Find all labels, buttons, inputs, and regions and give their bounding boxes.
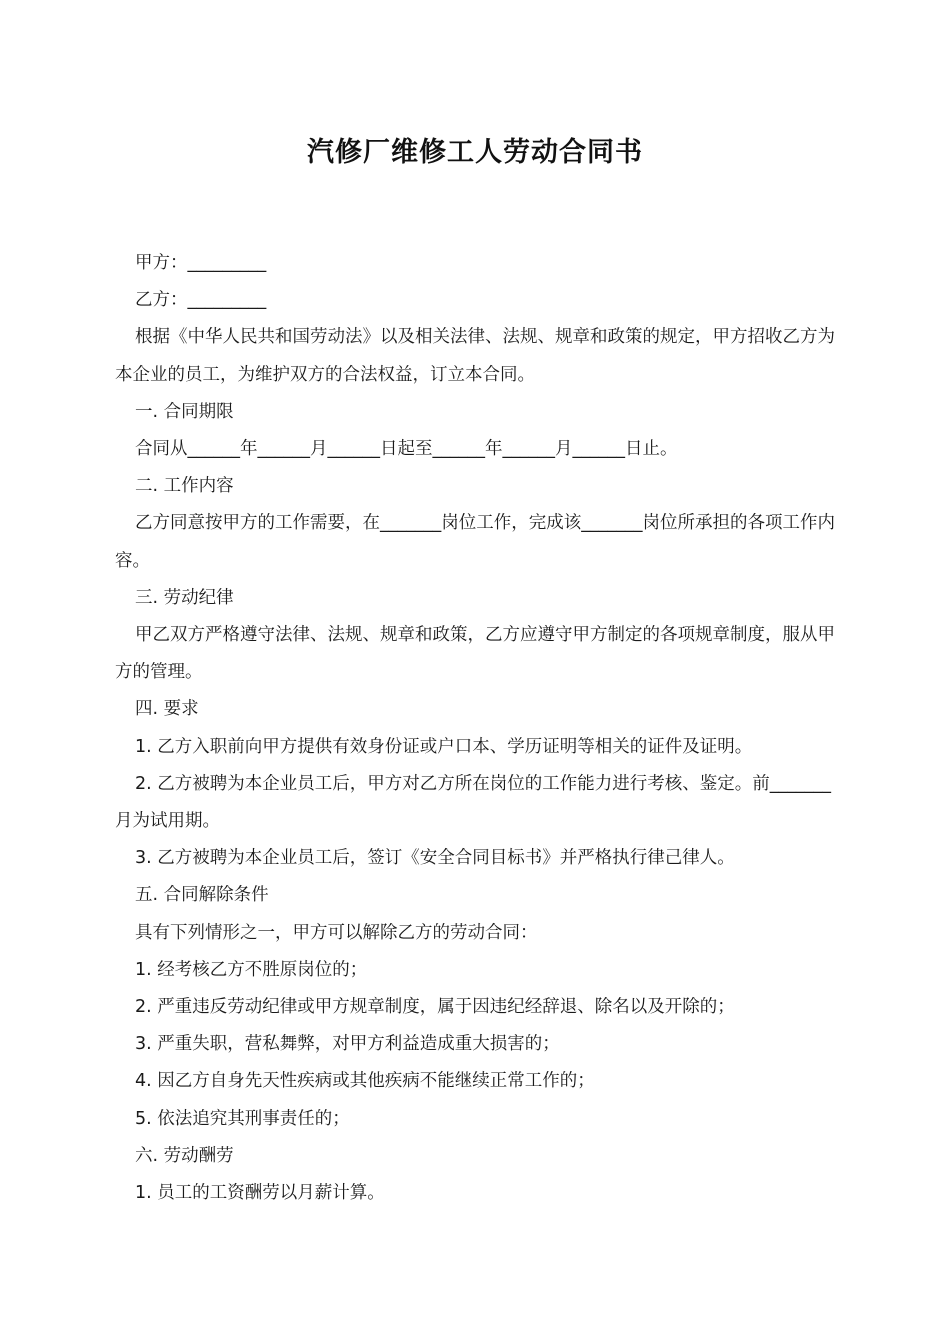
requirement-item: 3. 乙方被聘为本企业员工后，签订《安全合同目标书》并严格执行律己律人。 — [135, 848, 735, 869]
section-heading-work: 二. 工作内容 — [135, 476, 234, 497]
section-heading-termination: 五. 合同解除条件 — [135, 885, 269, 906]
party-a-line: 甲方：_________ — [135, 253, 267, 273]
discipline-paragraph: 甲乙双方严格遵守法律、法规、规章和政策，乙方应遵守甲方制定的各项规章制度，服从甲方的管理。 — [115, 625, 835, 683]
termination-item: 4. 因乙方自身先天性疾病或其他疾病不能继续正常工作的； — [135, 1071, 595, 1092]
document-title: 汽修厂维修工人劳动合同书 — [307, 137, 643, 168]
section-heading-remuneration: 六. 劳动酬劳 — [135, 1145, 234, 1166]
document-body — [115, 245, 837, 1212]
requirement-item: 2. 乙方被聘为本企业员工后，甲方对乙方所在岗位的工作能力进行考核、鉴定。前_______月为试用期。 — [115, 773, 832, 832]
term-paragraph: 合同从______年______月______日起至______年______月______日止。 — [135, 439, 678, 460]
section-heading-term: 一. 合同期限 — [135, 401, 234, 422]
section-heading-requirements: 四. 要求 — [135, 699, 199, 720]
party-b-line: 乙方：_________ — [135, 290, 267, 311]
requirement-item: 1. 乙方入职前向甲方提供有效身份证或户口本、学历证明等相关的证件及证明。 — [135, 736, 753, 757]
section-heading-discipline: 三. 劳动纪律 — [135, 587, 234, 608]
termination-intro: 具有下列情形之一，甲方可以解除乙方的劳动合同： — [135, 922, 538, 943]
termination-item: 3. 严重失职，营私舞弊，对甲方利益造成重大损害的； — [135, 1034, 560, 1055]
termination-item: 1. 经考核乙方不胜原岗位的； — [135, 959, 368, 980]
termination-item: 2. 严重违反劳动纪律或甲方规章制度，属于因违纪经辞退、除名以及开除的； — [135, 997, 735, 1018]
preamble-paragraph: 根据《中华人民共和国劳动法》以及相关法律、法规、规章和政策的规定，甲方招收乙方为本企业的员工，为维护双方的合法权益，订立本合同。 — [115, 327, 835, 385]
remuneration-item: 1. 员工的工资酬劳以月薪计算。 — [135, 1183, 385, 1204]
termination-item: 5. 依法追究其刑事责任的； — [135, 1108, 350, 1129]
work-paragraph: 乙方同意按甲方的工作需要，在_______岗位工作，完成该_______岗位所承担的各项工作内容。 — [115, 513, 835, 571]
